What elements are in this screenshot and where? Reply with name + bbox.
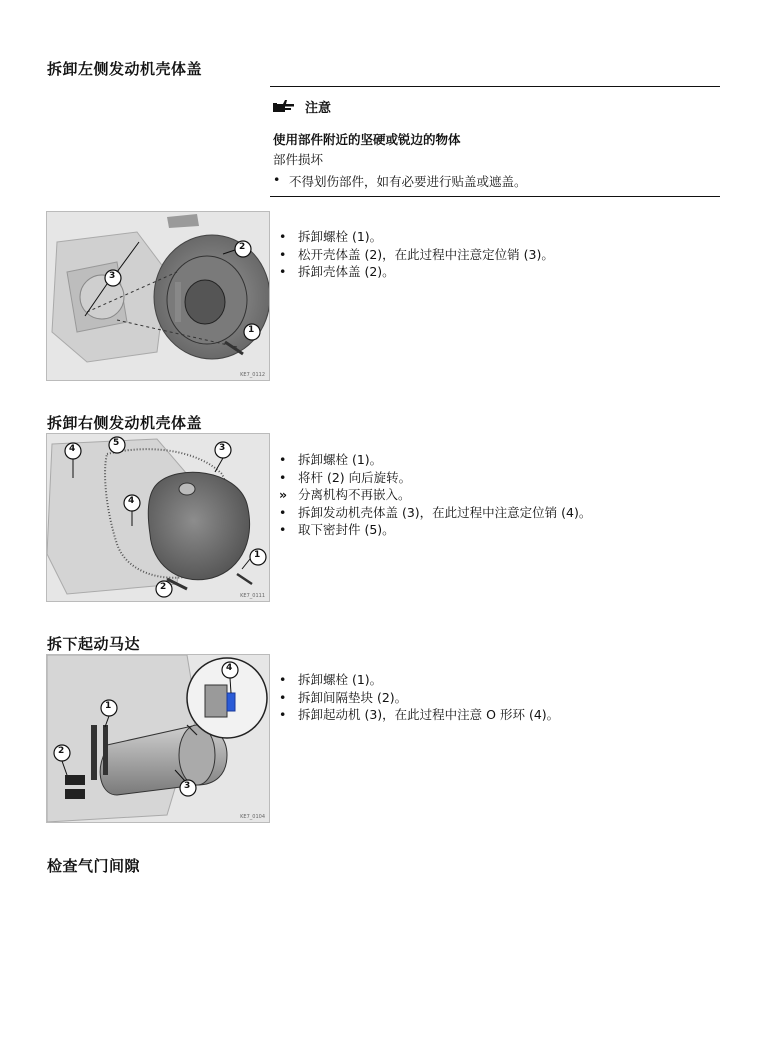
step-text: 取下密封件 (5)。 — [298, 522, 395, 537]
callout-3: 3 — [109, 271, 116, 281]
right-cover-illustration — [47, 434, 269, 601]
steps-starter — [279, 671, 559, 724]
step-marker: • — [279, 452, 287, 467]
step-marker: • — [279, 469, 287, 485]
step-text: 将杆 (2) 向后旋转。 — [298, 469, 412, 485]
callout-4: 4 — [226, 663, 233, 673]
step-item — [279, 469, 591, 487]
section-title-right-cover: 拆卸右侧发动机壳体盖 — [47, 414, 203, 432]
section-title-valve-clearance: 检查气门间隙 — [47, 857, 141, 875]
step-marker: • — [279, 672, 287, 687]
notice-consequence: 部件损坏 — [273, 152, 324, 167]
figure-code: KE7_0112 — [240, 372, 265, 378]
starter-illustration — [47, 655, 269, 822]
step-marker: • — [279, 707, 287, 722]
step-item — [279, 689, 559, 707]
step-item — [279, 671, 559, 689]
step-item — [279, 706, 559, 724]
step-text: 松开壳体盖 (2)，在此过程中注意定位销 (3)。 — [298, 246, 554, 262]
step-text: 拆卸螺栓 (1)。 — [298, 229, 383, 244]
notice-box — [273, 96, 723, 190]
step-text: 拆卸螺栓 (1)。 — [298, 452, 383, 467]
section-title-left-cover: 拆卸左侧发动机壳体盖 — [47, 60, 203, 78]
notice-title: 注意 — [305, 100, 332, 116]
result-marker: » — [279, 487, 288, 502]
notice-top-rule — [270, 86, 720, 87]
step-marker: • — [279, 504, 287, 520]
callout-3: 3 — [184, 781, 191, 791]
step-item — [279, 486, 591, 504]
callout-1: 1 — [248, 325, 255, 335]
callout-5: 5 — [113, 438, 120, 448]
figure-starter-motor — [46, 654, 270, 823]
step-text: 拆卸间隔垫块 (2)。 — [298, 689, 408, 705]
bullet-marker: • — [273, 172, 281, 187]
step-text: 拆卸螺栓 (1)。 — [298, 672, 383, 687]
step-marker: • — [279, 229, 287, 244]
notice-bullet-text: 不得划伤部件，如有必要进行贴盖或遮盖。 — [289, 174, 527, 189]
step-text: 拆卸起动机 (3)，在此过程中注意 O 形环 (4)。 — [298, 707, 560, 722]
step-marker: • — [279, 264, 287, 279]
callout-3: 3 — [219, 443, 226, 453]
callout-2: 2 — [58, 746, 65, 756]
figure-code: KE7_0104 — [240, 814, 265, 820]
step-item — [279, 451, 591, 469]
step-marker: • — [279, 246, 287, 262]
hand-pointing-icon — [273, 99, 295, 113]
notice-bullet — [273, 172, 723, 190]
step-marker: • — [279, 689, 287, 705]
notice-bottom-rule — [270, 196, 720, 197]
section-title-starter: 拆下起动马达 — [47, 635, 141, 653]
figure-left-cover — [46, 211, 270, 381]
step-text: 拆卸壳体盖 (2)。 — [298, 264, 395, 279]
callout-4: 4 — [69, 444, 76, 454]
step-marker: • — [279, 522, 287, 537]
figure-right-cover — [46, 433, 270, 602]
step-item — [279, 263, 554, 281]
callout-4: 4 — [128, 496, 135, 506]
step-item — [279, 246, 554, 264]
step-text: 拆卸发动机壳体盖 (3)，在此过程中注意定位销 (4)。 — [298, 504, 592, 520]
callout-1: 1 — [105, 701, 112, 711]
step-item — [279, 521, 591, 539]
notice-header — [273, 96, 723, 116]
callout-2: 2 — [160, 582, 167, 592]
steps-left-cover — [279, 228, 554, 281]
step-item — [279, 228, 554, 246]
callout-2: 2 — [239, 242, 246, 252]
notice-subtitle: 使用部件附近的坚硬或锐边的物体 — [273, 132, 461, 147]
step-item — [279, 504, 591, 522]
steps-right-cover — [279, 451, 591, 539]
step-text: 分离机构不再嵌入。 — [298, 487, 411, 502]
callout-1: 1 — [254, 550, 261, 560]
left-cover-illustration — [47, 212, 269, 380]
figure-code: KE7_0111 — [240, 593, 265, 599]
